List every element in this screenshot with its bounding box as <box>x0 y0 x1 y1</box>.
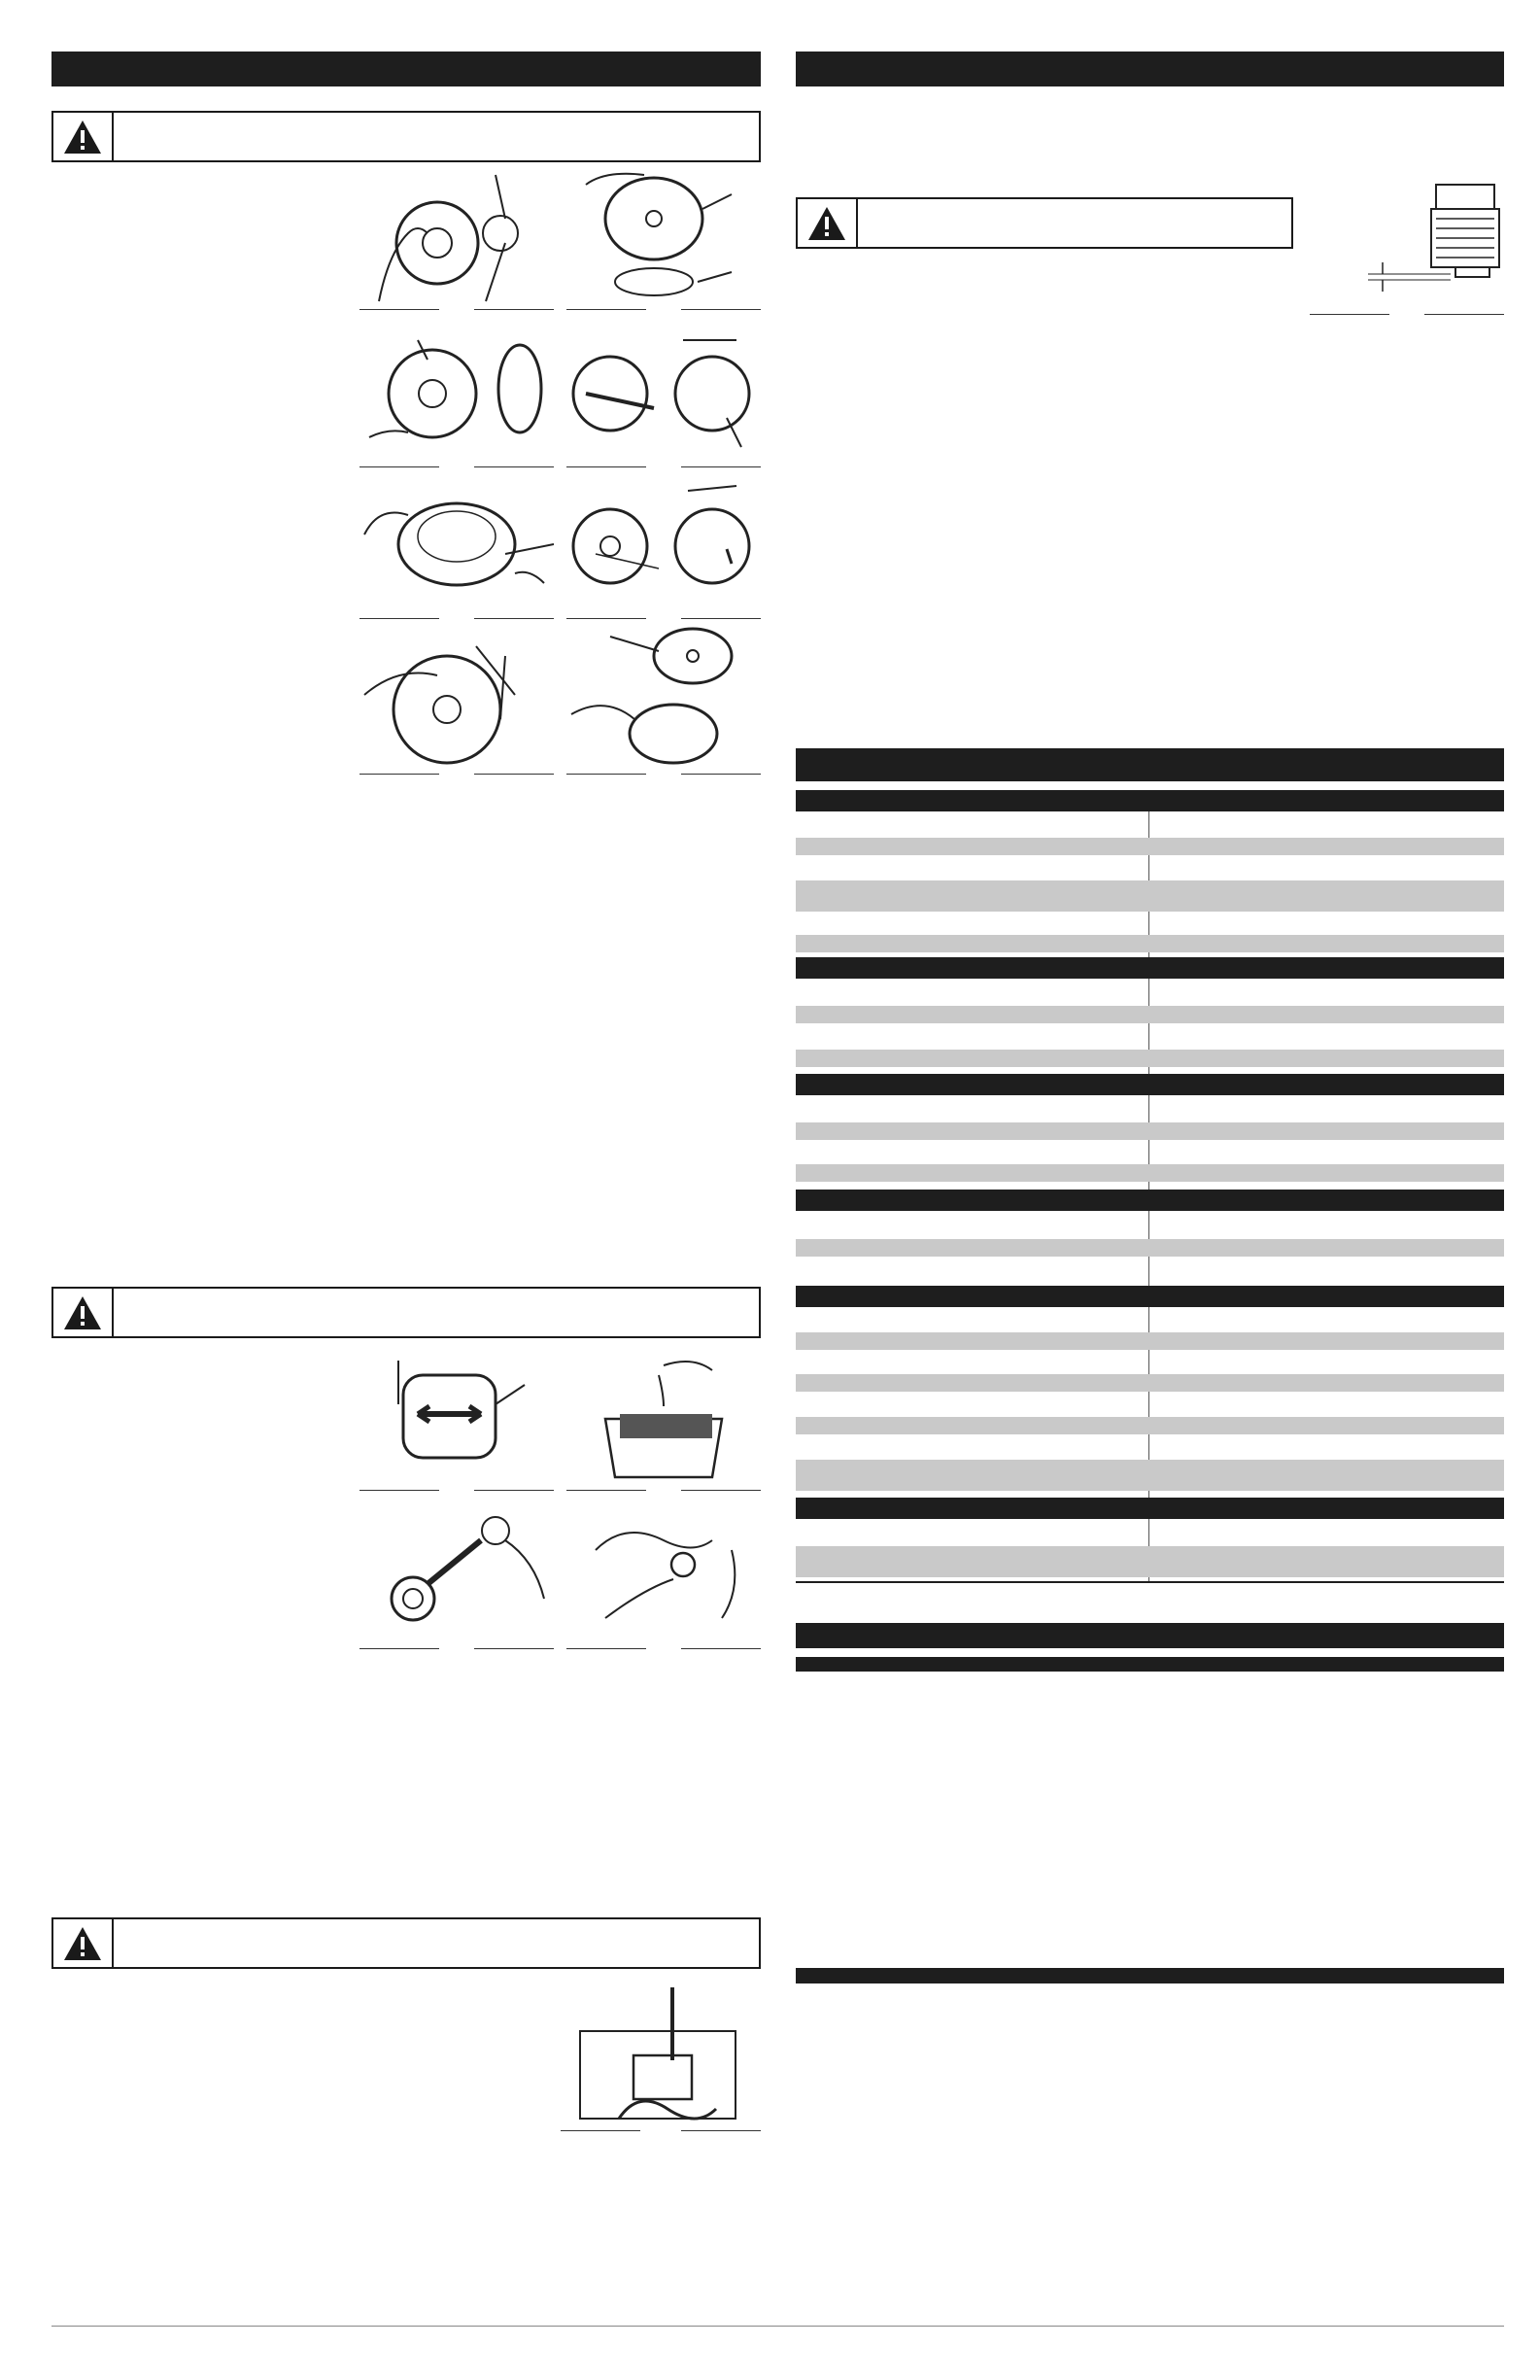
fig-spool-remove <box>359 165 554 309</box>
table-row <box>796 1164 1504 1182</box>
warning-triangle-icon <box>53 113 114 160</box>
table-row <box>796 1417 1504 1434</box>
table-row <box>796 880 1504 912</box>
warning-triangle-icon <box>53 1289 114 1336</box>
table-row <box>796 1050 1504 1067</box>
caption-rule <box>566 1490 646 1491</box>
warning-box-4 <box>796 197 1293 249</box>
table-header <box>796 790 1504 811</box>
caption-rule <box>359 1490 439 1491</box>
caption-rule <box>681 309 761 310</box>
table-group-header <box>796 957 1504 979</box>
fig-line-insert <box>359 476 554 617</box>
fig-notches <box>359 627 554 773</box>
caption-rule <box>566 466 646 467</box>
table-row <box>796 838 1504 855</box>
caption-rule <box>359 309 439 310</box>
caption-rule <box>474 466 554 467</box>
caption-rule <box>561 2130 640 2131</box>
caption-rule <box>359 618 439 619</box>
caption-rule <box>359 466 439 467</box>
fig-spool-inner <box>566 165 761 309</box>
table-group-header <box>796 1190 1504 1211</box>
caption-rule <box>681 618 761 619</box>
table-group-header <box>796 1074 1504 1095</box>
warning-triangle-icon <box>798 199 858 247</box>
caption-rule <box>566 309 646 310</box>
caption-rule <box>566 1648 646 1649</box>
caption-rule <box>359 774 439 775</box>
warning-triangle-icon <box>53 1919 114 1967</box>
table-group-header <box>796 1286 1504 1307</box>
table-title-bar <box>796 748 1504 781</box>
caption-rule <box>1310 314 1389 315</box>
table-row <box>796 1239 1504 1257</box>
caption-rule <box>474 1490 554 1491</box>
fig-filter-squeeze <box>359 1501 554 1647</box>
table-bottom-rule <box>796 1581 1504 1583</box>
table-row <box>796 935 1504 952</box>
warning-box-3 <box>51 1917 761 1969</box>
fig-spark-gap <box>1310 165 1504 309</box>
warning-box-1 <box>51 111 761 162</box>
section-header-bar-left <box>51 52 761 86</box>
table-row <box>796 1122 1504 1140</box>
caption-rule <box>474 309 554 310</box>
caption-rule <box>474 774 554 775</box>
section-header-bar-bottom <box>796 1968 1504 1983</box>
caption-rule <box>474 1648 554 1649</box>
table-row <box>796 1332 1504 1350</box>
fig-air-cover <box>359 1346 554 1490</box>
caption-rule <box>566 774 646 775</box>
section-header-bar-right <box>796 52 1504 86</box>
section-header-bar-warranty <box>796 1623 1504 1648</box>
fig-filter-clean <box>566 1501 761 1647</box>
fig-filter-oil <box>566 1346 761 1490</box>
caption-rule <box>681 774 761 775</box>
footer-rule <box>51 2326 1504 2327</box>
table-row <box>796 1460 1504 1491</box>
caption-rule <box>681 2130 761 2131</box>
table-row <box>796 1006 1504 1023</box>
caption-rule <box>1424 314 1504 315</box>
table-row <box>796 1546 1504 1577</box>
fig-reassemble <box>566 627 761 773</box>
caption-rule <box>474 618 554 619</box>
fig-carb-adjust <box>561 1983 761 2130</box>
fig-spool-eyelet <box>566 321 761 466</box>
table-group-header <box>796 1498 1504 1519</box>
warning-box-2 <box>51 1287 761 1338</box>
fig-line-wind <box>566 476 761 617</box>
fig-spool-holes <box>359 321 554 466</box>
caption-rule <box>359 1648 439 1649</box>
caption-rule <box>681 466 761 467</box>
caption-rule <box>566 618 646 619</box>
caption-rule <box>681 1490 761 1491</box>
section-subheader-bar <box>796 1657 1504 1672</box>
table-row <box>796 1374 1504 1392</box>
caption-rule <box>681 1648 761 1649</box>
